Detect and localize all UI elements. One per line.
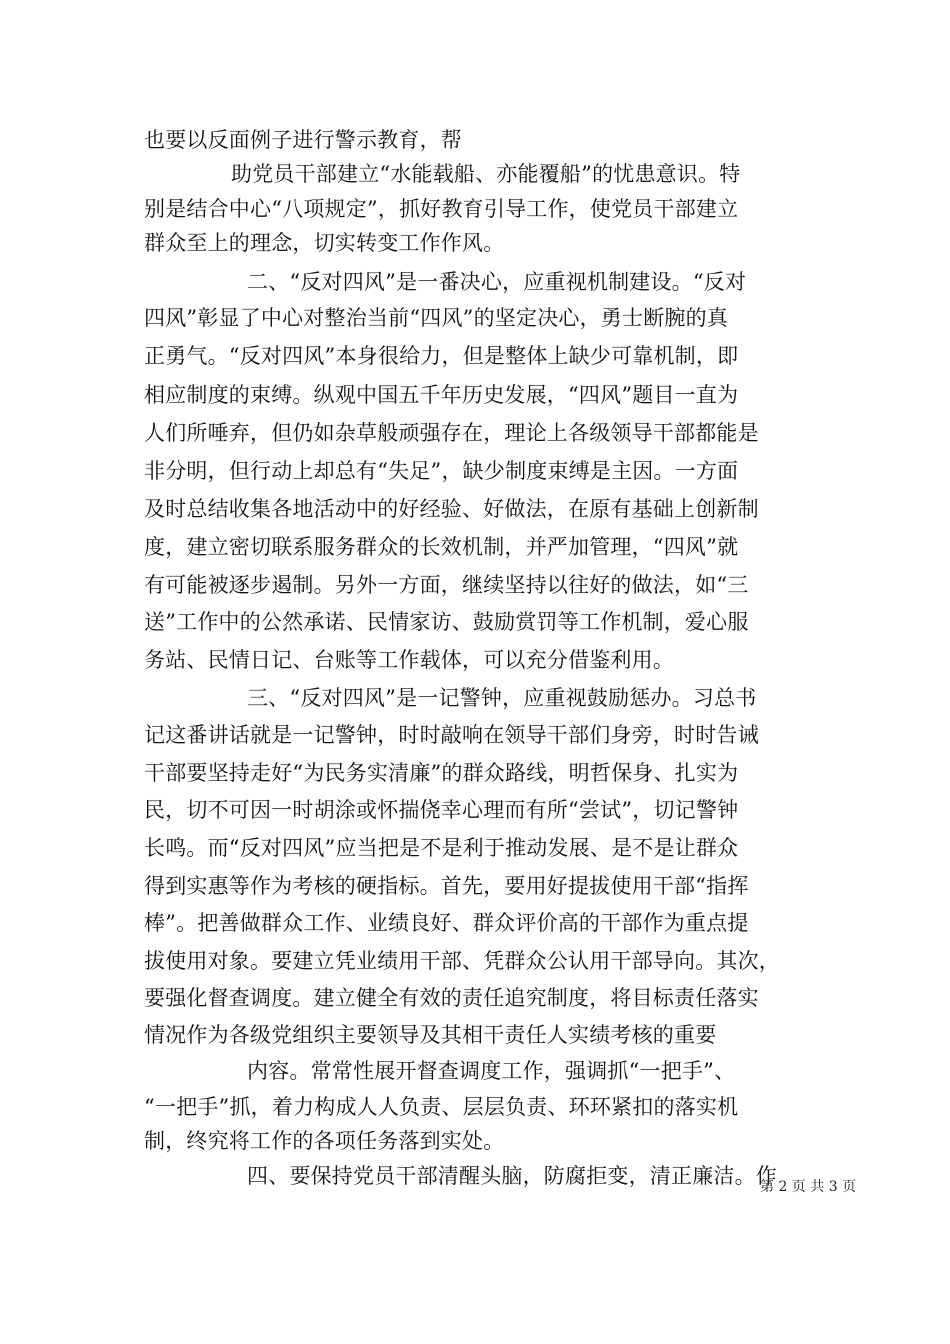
text-line: 非分明，但行动上却总有“失足”，缺少制度束缚是主因。一方面 (144, 459, 739, 483)
text-line: 民，切不可因一时胡涂或怀揣侥幸心理而有所“尝试”，切记警钟 (144, 798, 739, 822)
text-line: 得到实惠等作为考核的硬指标。首先，要用好提拔使用干部“指挥 (144, 874, 749, 898)
text-line: 二、“反对四风”是一番决心，应重视机制建设。“反对 (247, 270, 747, 294)
text-line: 助党员干部建立“水能载船、亦能覆船”的忧患意识。特 (231, 162, 741, 186)
text-line: 及时总结收集各地活动中的好经验、好做法，在原有基础上创新制 (144, 497, 759, 521)
text-line: 三、“反对四风”是一记警钟，应重视鼓励惩办。习总书 (247, 686, 757, 710)
text-line: 送”工作中的公然承诺、民情家访、鼓励赏罚等工作机制，爱心服 (144, 610, 749, 634)
text-line: 人们所唾弃，但仍如杂草般顽强存在，理论上各级领导干部都能是 (144, 421, 759, 445)
text-line: 也要以反面例子进行警示教育，帮 (144, 128, 462, 152)
text-line: 群众至上的理念，切实转变工作作风。 (144, 231, 505, 255)
page-number: 第 2 页 共 3 页 (760, 1179, 857, 1195)
text-line: 相应制度的束缚。纵观中国五千年历史发展，“四风”题目一直为 (144, 383, 739, 407)
text-line: 内容。常常性展开督查调度工作，强调抓“一把手”、 (247, 1059, 736, 1083)
text-line: 干部要坚持走好“为民务实清廉”的群众路线，明哲保身、扎实为 (144, 761, 739, 785)
text-line: 四风”彰显了中心对整治当前“四风”的坚定决心，勇士断腕的真 (144, 306, 729, 330)
text-line: 拔使用对象。要建立凭业绩用干部、凭群众公认用干部导向。其次， (144, 949, 780, 973)
text-line: 务站、民情日记、台账等工作载体，可以充分借鉴利用。 (144, 648, 674, 672)
text-line: 度，建立密切联系服务群众的长效机制，并严加管理，“四风”就 (144, 535, 739, 559)
text-line: 别是结合中心“八项规定”，抓好教育引导工作，使党员干部建立 (144, 197, 739, 221)
text-line: 制，终究将工作的各项任务落到实处。 (144, 1129, 505, 1153)
text-line: 情况作为各级党组织主要领导及其相干责任人实绩考核的重要 (144, 1023, 717, 1047)
text-line: 正勇气。“反对四风”本身很给力，但是整体上缺少可靠机制，即 (144, 344, 739, 368)
text-line: 四、要保持党员干部清醒头脑，防腐拒变，清正廉洁。作 (247, 1164, 777, 1188)
text-line: 长鸣。而“反对四风”应当把是不是利于推动发展、是不是让群众 (144, 836, 739, 860)
text-line: “一把手”抓，着力构成人人负责、层层负责、环环紧扣的落实机 (144, 1095, 739, 1119)
text-line: 有可能被逐步遏制。另外一方面，继续坚持以往好的做法，如“三 (144, 573, 749, 597)
text-line: 棒”。把善做群众工作、业绩良好、群众评价高的干部作为重点提 (144, 911, 749, 935)
text-line: 记这番讲话就是一记警钟，时时敲响在领导干部们身旁，时时告诫 (144, 723, 759, 747)
text-line: 要强化督查调度。建立健全有效的责任追究制度，将目标责任落实 (144, 986, 759, 1010)
